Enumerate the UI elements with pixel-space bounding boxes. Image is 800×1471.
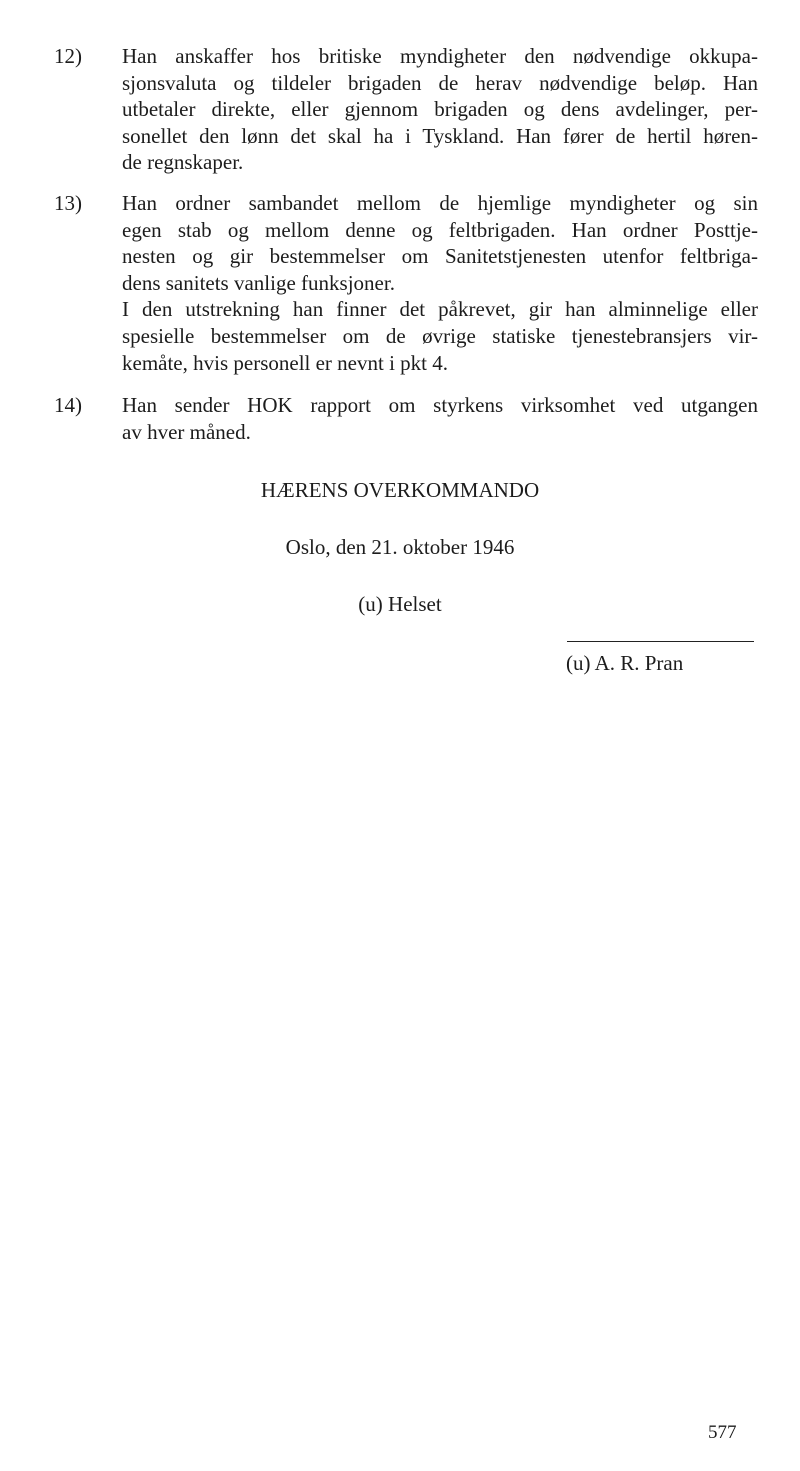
page-number: 577 — [708, 1422, 737, 1443]
item-text — [122, 43, 758, 176]
item-number: 12) — [54, 44, 82, 68]
text-line: dens sanitets vanlige funksjoner. — [122, 270, 395, 295]
text-line: egen stab og mellom denne og feltbrigaden. Han ordner Posttje- — [122, 217, 758, 242]
text-line: nesten og gir bestemmelser om Sanitetstjenesten utenfor feltbriga- — [122, 244, 758, 269]
text-line: av hver måned. — [122, 419, 251, 444]
authority-heading: HÆRENS OVERKOMMANDO — [260, 478, 540, 502]
text-line: utbetaler direkte, eller gjennom brigaden og dens avdelinger, per- — [122, 97, 758, 122]
text-line: Han sender HOK rapport om styrkens virksomhet ved utgangen — [122, 393, 758, 417]
text-line: sjonsvaluta og tildeler brigaden de herav nødvendige beløp. Han — [122, 70, 758, 95]
signature-rule — [567, 641, 754, 642]
item-number: 13) — [54, 191, 82, 215]
text-line: I den utstrekning han finner det påkrevet, gir han alminnelige eller — [122, 297, 758, 322]
item-text — [122, 190, 758, 376]
text-line: kemåte, hvis personell er nevnt i pkt 4. — [122, 350, 449, 375]
text-line: Han anskaffer hos britiske myndigheter den nødvendige okkupa- — [122, 44, 758, 68]
text-line: spesielle bestemmelser om de øvrige statiske tjenestebransjers vir- — [122, 323, 758, 348]
signature-helset: (u) Helset — [358, 592, 442, 616]
text-line: Han ordner sambandet mellom de hjemlige myndigheter og sin — [122, 191, 758, 215]
signature-pran: (u) A. R. Pran — [566, 651, 684, 675]
text-line: sonellet den lønn det skal ha i Tyskland. Han fører de hertil høren- — [122, 123, 758, 148]
place-date: Oslo, den 21. oktober 1946 — [285, 535, 515, 559]
text-line: de regnskaper. — [122, 150, 244, 175]
item-text — [122, 392, 758, 445]
item-number: 14) — [54, 393, 82, 417]
